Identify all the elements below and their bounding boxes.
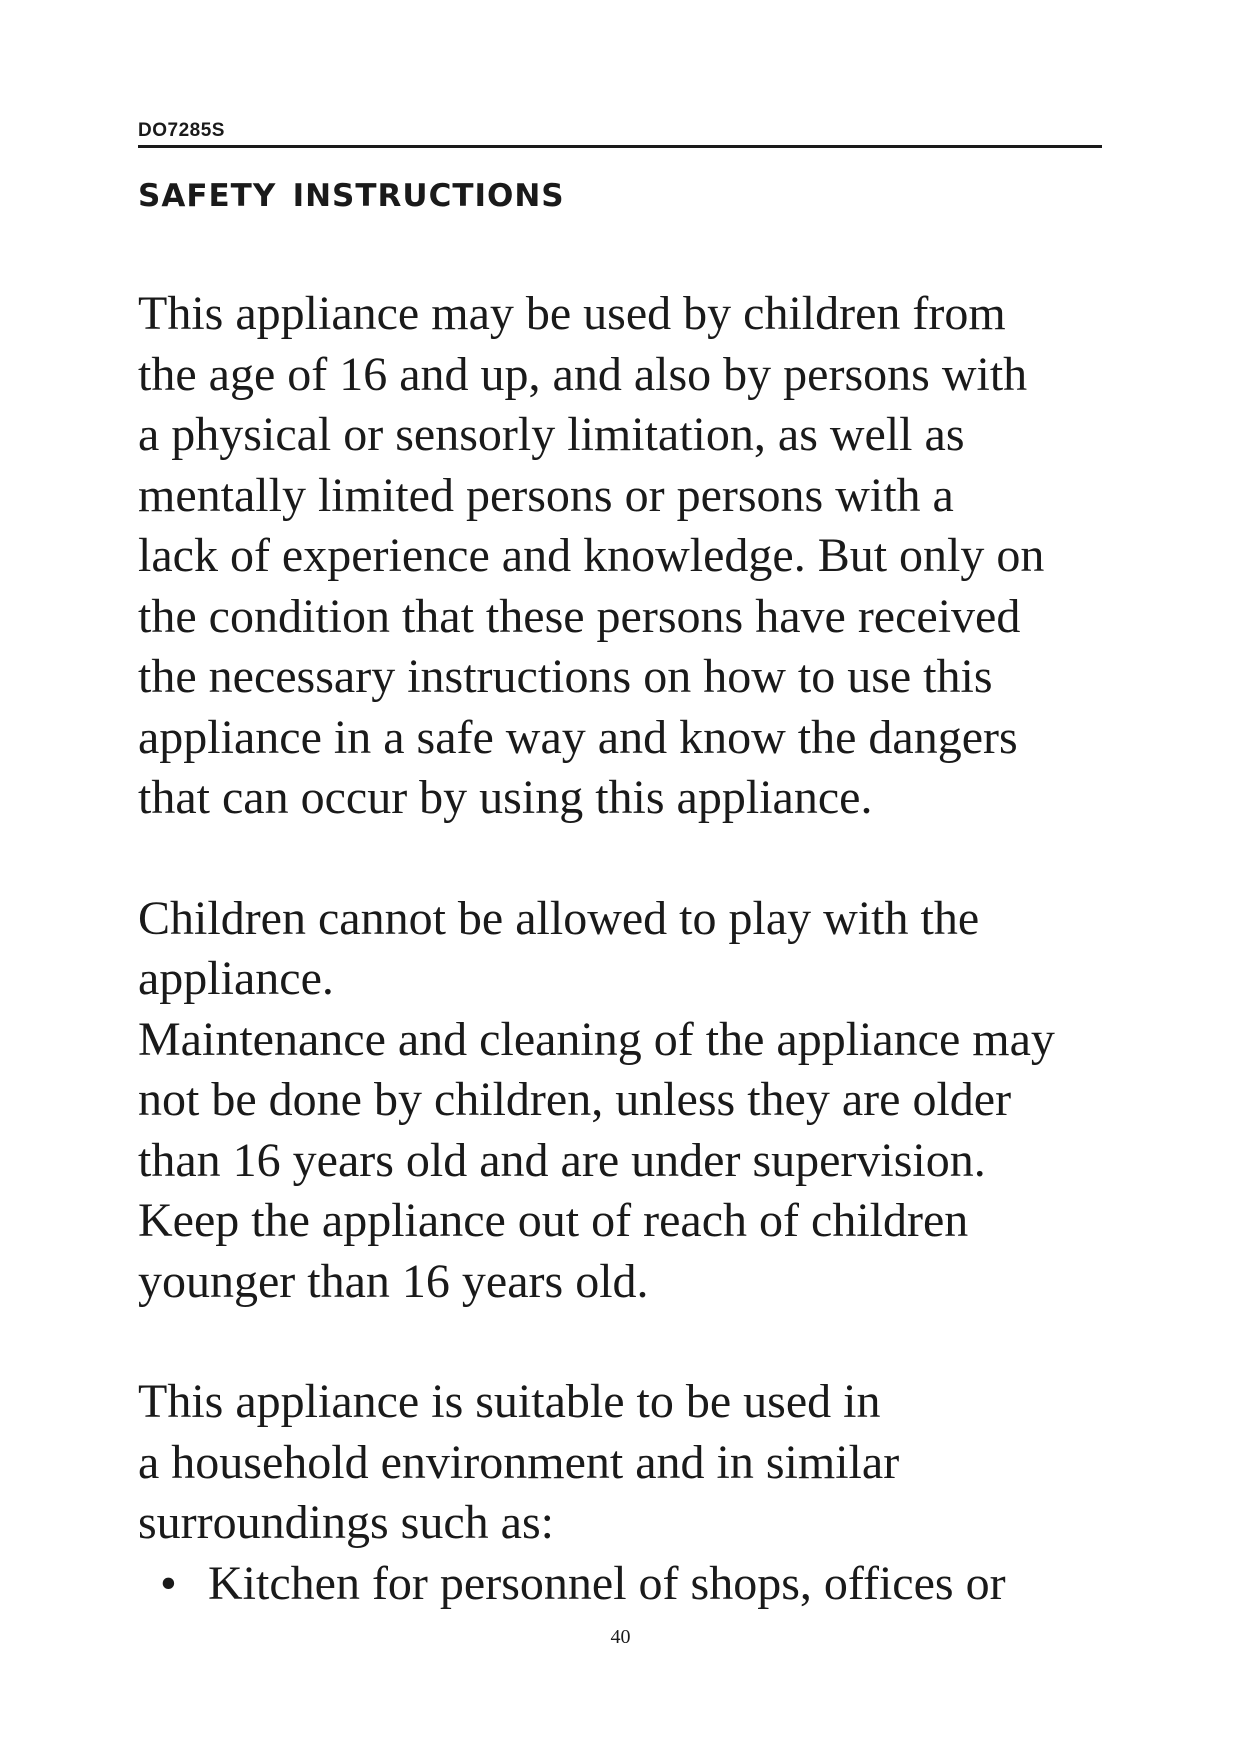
text-line: This appliance may be used by children from bbox=[138, 287, 1006, 340]
text-line: the necessary instructions on how to use this bbox=[138, 650, 993, 703]
text-line: Keep the appliance out of reach of children bbox=[138, 1194, 969, 1247]
section-title: safety instructions bbox=[138, 166, 565, 217]
document-header bbox=[138, 120, 1102, 148]
paragraph-usage-conditions bbox=[138, 284, 1118, 829]
text-line: lack of experience and knowledge. But only on bbox=[138, 529, 1045, 582]
text-line: younger than 16 years old. bbox=[138, 1254, 649, 1308]
bullet-list bbox=[138, 1554, 1118, 1615]
text-line: appliance in a safe way and know the dangers bbox=[138, 710, 1018, 764]
text-line: Children cannot be allowed to play with the bbox=[138, 891, 980, 945]
model-number: DO7285S bbox=[138, 120, 225, 141]
paragraph-spacer bbox=[138, 829, 1118, 889]
bullet-icon: • bbox=[160, 1556, 177, 1610]
text-line: Maintenance and cleaning of the appliance may bbox=[138, 1012, 1055, 1066]
paragraph-environment bbox=[138, 1372, 1118, 1554]
text-line: appliance. bbox=[138, 952, 334, 1005]
list-item-text: Kitchen for personnel of shops, offices or bbox=[208, 1556, 1006, 1610]
text-line: a household environment and in similar bbox=[138, 1435, 900, 1489]
text-line: the age of 16 and up, and also by persons with bbox=[138, 347, 1028, 401]
text-line: than 16 years old and are under supervision. bbox=[138, 1133, 986, 1187]
text-line: that can occur by using this appliance. bbox=[138, 771, 873, 824]
paragraph-spacer bbox=[138, 1312, 1118, 1372]
text-line: mentally limited persons or persons with a bbox=[138, 468, 954, 522]
list-item bbox=[138, 1554, 1118, 1615]
text-line: This appliance is suitable to be used in bbox=[138, 1375, 881, 1428]
paragraph-children bbox=[138, 889, 1118, 1313]
page-number: 40 bbox=[610, 1626, 631, 1648]
body-text bbox=[138, 284, 1118, 1614]
text-line: not be done by children, unless they are older bbox=[138, 1073, 1012, 1126]
text-line: surroundings such as: bbox=[138, 1496, 554, 1549]
text-line: the condition that these persons have received bbox=[138, 589, 1021, 643]
text-line: a physical or sensorly limitation, as well as bbox=[138, 408, 965, 461]
